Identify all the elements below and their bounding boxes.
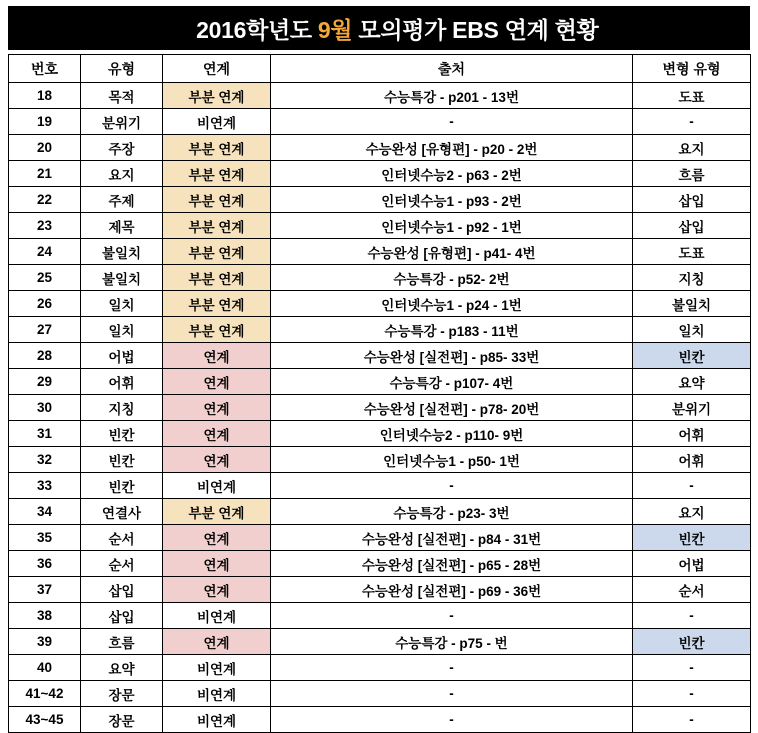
cell-type: 순서 <box>81 551 163 577</box>
cell-number: 28 <box>9 343 81 369</box>
cell-type: 제목 <box>81 213 163 239</box>
table-row <box>9 681 751 707</box>
cell-source: 수능완성 [실전편] - p84 - 31번 <box>271 525 633 551</box>
cell-variant-type: - <box>633 655 751 681</box>
table-row <box>9 135 751 161</box>
table-body <box>9 83 751 733</box>
cell-variant-type: 요약 <box>633 369 751 395</box>
cell-variant-type: 지칭 <box>633 265 751 291</box>
cell-variant-type: 도표 <box>633 83 751 109</box>
title-suffix: 모의평가 EBS 연계 현황 <box>358 16 599 43</box>
cell-number: 18 <box>9 83 81 109</box>
header-number: 번호 <box>9 55 81 83</box>
cell-link: 부분 연계 <box>163 83 271 109</box>
cell-variant-type: 분위기 <box>633 395 751 421</box>
cell-variant-type: 빈칸 <box>633 525 751 551</box>
table-row <box>9 473 751 499</box>
table-row <box>9 83 751 109</box>
cell-number: 26 <box>9 291 81 317</box>
cell-link: 부분 연계 <box>163 239 271 265</box>
cell-type: 목적 <box>81 83 163 109</box>
cell-variant-type: 빈칸 <box>633 629 751 655</box>
cell-number: 43~45 <box>9 707 81 733</box>
table-row <box>9 603 751 629</box>
cell-link: 부분 연계 <box>163 135 271 161</box>
title-prefix: 2016학년도 <box>196 16 318 43</box>
cell-source: 인터넷수능1 - p50- 1번 <box>271 447 633 473</box>
cell-variant-type: 어휘 <box>633 421 751 447</box>
cell-type: 빈칸 <box>81 421 163 447</box>
table-row <box>9 629 751 655</box>
cell-number: 38 <box>9 603 81 629</box>
table-row <box>9 369 751 395</box>
cell-link: 비연계 <box>163 655 271 681</box>
cell-number: 22 <box>9 187 81 213</box>
cell-link: 비연계 <box>163 109 271 135</box>
cell-source: - <box>271 681 633 707</box>
cell-variant-type: 요지 <box>633 499 751 525</box>
cell-number: 24 <box>9 239 81 265</box>
cell-variant-type: 요지 <box>633 135 751 161</box>
cell-link: 부분 연계 <box>163 499 271 525</box>
cell-link: 부분 연계 <box>163 213 271 239</box>
cell-source: - <box>271 473 633 499</box>
table-row <box>9 265 751 291</box>
cell-number: 21 <box>9 161 81 187</box>
cell-link: 부분 연계 <box>163 265 271 291</box>
cell-link: 부분 연계 <box>163 291 271 317</box>
cell-variant-type: - <box>633 681 751 707</box>
cell-variant-type: - <box>633 473 751 499</box>
cell-source: 수능특강 - p23- 3번 <box>271 499 633 525</box>
cell-link: 연계 <box>163 629 271 655</box>
cell-link: 연계 <box>163 369 271 395</box>
cell-source: - <box>271 655 633 681</box>
cell-source: 수능완성 [실전편] - p78- 20번 <box>271 395 633 421</box>
cell-link: 부분 연계 <box>163 161 271 187</box>
cell-number: 39 <box>9 629 81 655</box>
document-title-bar <box>8 6 750 50</box>
cell-type: 흐름 <box>81 629 163 655</box>
cell-source: 수능특강 - p183 - 11번 <box>271 317 633 343</box>
table-row <box>9 655 751 681</box>
header-type: 유형 <box>81 55 163 83</box>
cell-type: 어법 <box>81 343 163 369</box>
table-row <box>9 525 751 551</box>
cell-source: 수능완성 [실전편] - p85- 33번 <box>271 343 633 369</box>
cell-type: 일치 <box>81 291 163 317</box>
cell-number: 31 <box>9 421 81 447</box>
cell-type: 삽입 <box>81 577 163 603</box>
cell-type: 주장 <box>81 135 163 161</box>
cell-link: 연계 <box>163 447 271 473</box>
cell-number: 34 <box>9 499 81 525</box>
cell-number: 35 <box>9 525 81 551</box>
cell-number: 20 <box>9 135 81 161</box>
cell-number: 23 <box>9 213 81 239</box>
cell-variant-type: 어휘 <box>633 447 751 473</box>
table-row <box>9 707 751 733</box>
cell-variant-type: 빈칸 <box>633 343 751 369</box>
table-row <box>9 213 751 239</box>
cell-source: 인터넷수능2 - p63 - 2번 <box>271 161 633 187</box>
cell-type: 연결사 <box>81 499 163 525</box>
cell-source: - <box>271 603 633 629</box>
cell-variant-type: 불일치 <box>633 291 751 317</box>
cell-variant-type: 삽입 <box>633 187 751 213</box>
cell-type: 분위기 <box>81 109 163 135</box>
table-row <box>9 421 751 447</box>
cell-variant-type: 삽입 <box>633 213 751 239</box>
cell-type: 장문 <box>81 707 163 733</box>
cell-type: 빈칸 <box>81 447 163 473</box>
cell-variant-type: - <box>633 707 751 733</box>
cell-number: 25 <box>9 265 81 291</box>
cell-link: 연계 <box>163 421 271 447</box>
cell-type: 순서 <box>81 525 163 551</box>
cell-variant-type: 어법 <box>633 551 751 577</box>
cell-type: 요약 <box>81 655 163 681</box>
cell-number: 19 <box>9 109 81 135</box>
cell-variant-type: 도표 <box>633 239 751 265</box>
cell-source: 수능특강 - p52- 2번 <box>271 265 633 291</box>
cell-type: 일치 <box>81 317 163 343</box>
cell-number: 32 <box>9 447 81 473</box>
table-row <box>9 291 751 317</box>
table-row <box>9 317 751 343</box>
cell-source: 인터넷수능2 - p110- 9번 <box>271 421 633 447</box>
cell-source: 수능완성 [유형편] - p20 - 2번 <box>271 135 633 161</box>
cell-link: 부분 연계 <box>163 187 271 213</box>
cell-source: 수능특강 - p201 - 13번 <box>271 83 633 109</box>
cell-source: 수능완성 [유형편] - p41- 4번 <box>271 239 633 265</box>
cell-number: 29 <box>9 369 81 395</box>
header-source: 출처 <box>271 55 633 83</box>
table-row <box>9 343 751 369</box>
cell-number: 33 <box>9 473 81 499</box>
cell-link: 부분 연계 <box>163 317 271 343</box>
cell-type: 장문 <box>81 681 163 707</box>
ebs-link-table <box>8 54 751 733</box>
cell-link: 연계 <box>163 551 271 577</box>
cell-variant-type: - <box>633 603 751 629</box>
cell-source: - <box>271 707 633 733</box>
cell-number: 27 <box>9 317 81 343</box>
cell-link: 연계 <box>163 343 271 369</box>
table-row <box>9 109 751 135</box>
cell-source: 수능특강 - p75 - 번 <box>271 629 633 655</box>
cell-type: 요지 <box>81 161 163 187</box>
cell-source: 인터넷수능1 - p24 - 1번 <box>271 291 633 317</box>
table-row <box>9 499 751 525</box>
cell-link: 연계 <box>163 525 271 551</box>
table-row <box>9 187 751 213</box>
cell-number: 36 <box>9 551 81 577</box>
cell-link: 연계 <box>163 577 271 603</box>
cell-source: 인터넷수능1 - p92 - 1번 <box>271 213 633 239</box>
cell-type: 지칭 <box>81 395 163 421</box>
cell-number: 30 <box>9 395 81 421</box>
table-row <box>9 239 751 265</box>
cell-source: 수능완성 [실전편] - p65 - 28번 <box>271 551 633 577</box>
cell-link: 비연계 <box>163 603 271 629</box>
cell-link: 비연계 <box>163 681 271 707</box>
table-row <box>9 395 751 421</box>
title-highlight: 9월 <box>317 16 359 43</box>
cell-type: 어휘 <box>81 369 163 395</box>
cell-number: 37 <box>9 577 81 603</box>
table-row <box>9 577 751 603</box>
table-row <box>9 447 751 473</box>
cell-type: 삽입 <box>81 603 163 629</box>
cell-link: 연계 <box>163 395 271 421</box>
cell-number: 40 <box>9 655 81 681</box>
header-variant-type: 변형 유형 <box>633 55 751 83</box>
cell-type: 불일치 <box>81 265 163 291</box>
cell-variant-type: 순서 <box>633 577 751 603</box>
cell-number: 41~42 <box>9 681 81 707</box>
cell-source: 인터넷수능1 - p93 - 2번 <box>271 187 633 213</box>
table-row <box>9 161 751 187</box>
cell-source: - <box>271 109 633 135</box>
cell-link: 비연계 <box>163 473 271 499</box>
cell-source: 수능특강 - p107- 4번 <box>271 369 633 395</box>
cell-link: 비연계 <box>163 707 271 733</box>
cell-type: 불일치 <box>81 239 163 265</box>
cell-source: 수능완성 [실전편] - p69 - 36번 <box>271 577 633 603</box>
cell-variant-type: 흐름 <box>633 161 751 187</box>
header-link: 연계 <box>163 55 271 83</box>
cell-type: 주제 <box>81 187 163 213</box>
table-row <box>9 551 751 577</box>
cell-type: 빈칸 <box>81 473 163 499</box>
cell-variant-type: - <box>633 109 751 135</box>
cell-variant-type: 일치 <box>633 317 751 343</box>
